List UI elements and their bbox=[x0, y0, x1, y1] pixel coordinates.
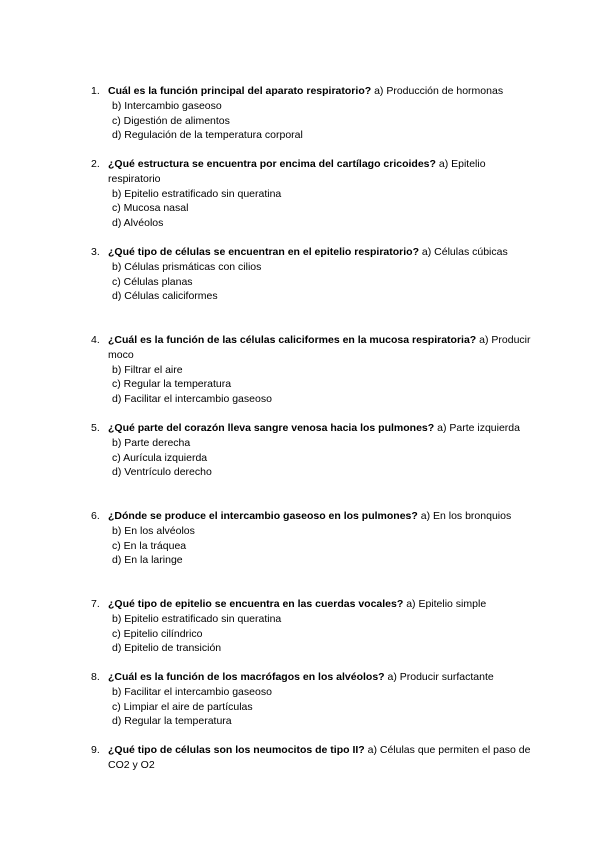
option-a: a) Producción de hormonas bbox=[374, 85, 504, 97]
option-b: b) Epitelio estratificado sin queratina bbox=[112, 187, 282, 200]
question-text: ¿Cuál es la función de los macrófagos en los alvéolos? bbox=[108, 671, 385, 683]
question-6 bbox=[91, 509, 531, 568]
option-d: d) Epitelio de transición bbox=[112, 642, 222, 655]
option-c: c) Mucosa nasal bbox=[112, 202, 189, 215]
option-a: a) En los bronquios bbox=[420, 510, 512, 522]
question-number: 6. bbox=[91, 510, 100, 522]
question-number: 4. bbox=[91, 334, 100, 346]
question-2 bbox=[91, 157, 531, 231]
question-text: ¿Qué tipo de células se encuentran en el epitelio respiratorio? bbox=[108, 246, 419, 258]
option-d: d) Alvéolos bbox=[112, 217, 164, 230]
question-text: ¿Cuál es la función de las células caliciformes en la mucosa respiratoria? bbox=[108, 334, 477, 346]
option-c: c) Limpiar el aire de partículas bbox=[112, 700, 253, 713]
question-number: 1. bbox=[91, 85, 100, 97]
option-c: c) Células planas bbox=[112, 275, 193, 288]
option-a: a) Células que permiten el paso de CO2 y O2 bbox=[108, 744, 531, 771]
option-a: a) Producir moco bbox=[108, 334, 531, 361]
question-number: 2. bbox=[91, 158, 100, 170]
question-text: ¿Qué tipo de epitelio se encuentra en las cuerdas vocales? bbox=[108, 598, 404, 610]
option-d: d) En la laringe bbox=[112, 554, 183, 567]
option-d: d) Regulación de la temperatura corporal bbox=[112, 129, 303, 142]
option-d: d) Ventrículo derecho bbox=[112, 466, 212, 479]
option-b: b) Filtrar el aire bbox=[112, 363, 183, 376]
option-d: d) Regular la temperatura bbox=[112, 715, 232, 728]
question-1 bbox=[91, 84, 531, 143]
question-text: ¿Dónde se produce el intercambio gaseoso en los pulmones? bbox=[108, 510, 418, 522]
question-number: 5. bbox=[91, 422, 100, 434]
question-5 bbox=[91, 421, 531, 480]
option-b: b) En los alvéolos bbox=[112, 524, 195, 537]
question-number: 3. bbox=[91, 246, 100, 258]
question-7 bbox=[91, 597, 531, 656]
question-text: ¿Qué estructura se encuentra por encima del cartílago cricoides? bbox=[108, 158, 436, 170]
option-c: c) Epitelio cilíndrico bbox=[112, 627, 203, 640]
question-number: 9. bbox=[91, 744, 100, 756]
option-d: d) Células caliciformes bbox=[112, 290, 218, 303]
option-c: c) En la tráquea bbox=[112, 539, 187, 552]
option-b: b) Facilitar el intercambio gaseoso bbox=[112, 685, 272, 698]
question-9 bbox=[91, 743, 531, 773]
question-8 bbox=[91, 670, 531, 729]
question-number: 8. bbox=[91, 671, 100, 683]
option-c: c) Digestión de alimentos bbox=[112, 114, 230, 127]
option-a: a) Producir surfactante bbox=[387, 671, 494, 683]
option-d: d) Facilitar el intercambio gaseoso bbox=[112, 393, 272, 406]
question-4 bbox=[91, 333, 531, 407]
option-c: c) Aurícula izquierda bbox=[112, 451, 208, 464]
option-b: b) Parte derecha bbox=[112, 436, 191, 449]
question-text: Cuál es la función principal del aparato respiratorio? bbox=[108, 85, 372, 97]
option-b: b) Epitelio estratificado sin queratina bbox=[112, 612, 282, 625]
question-text: ¿Qué parte del corazón lleva sangre venosa hacia los pulmones? bbox=[108, 422, 435, 434]
question-text: ¿Qué tipo de células son los neumocitos de tipo II? bbox=[108, 744, 365, 756]
option-c: c) Regular la temperatura bbox=[112, 378, 232, 391]
option-a: a) Células cúbicas bbox=[421, 246, 508, 258]
option-a: a) Epitelio respiratorio bbox=[108, 158, 486, 185]
option-b: b) Intercambio gaseoso bbox=[112, 99, 222, 112]
option-b: b) Células prismáticas con cilios bbox=[112, 260, 262, 273]
question-number: 7. bbox=[91, 598, 100, 610]
question-3 bbox=[91, 245, 531, 304]
option-a: a) Parte izquierda bbox=[437, 422, 520, 434]
option-a: a) Epitelio simple bbox=[406, 598, 487, 610]
